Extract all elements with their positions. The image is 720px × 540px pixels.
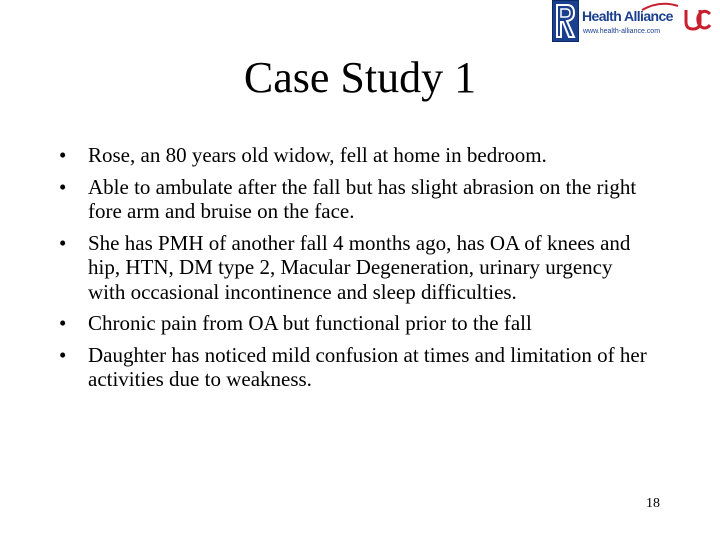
bullet-text: Able to ambulate after the fall but has slight abrasion on the right fore arm and bruise on the face. <box>88 174 637 223</box>
bullet-marker: • <box>59 342 67 367</box>
bullet-text: Rose, an 80 years old widow, fell at home in bedroom. <box>88 143 547 167</box>
uc-logo-icon <box>683 7 713 33</box>
page-number: 18 <box>646 496 660 511</box>
bullet-item <box>55 143 655 168</box>
bullet-item <box>55 175 655 224</box>
health-alliance-logo <box>552 0 720 44</box>
bullet-list <box>55 143 655 399</box>
logo-name: Health Alliance <box>582 8 673 24</box>
bullet-item <box>55 231 655 305</box>
logo-url: www.health-alliance.com <box>583 28 661 35</box>
bullet-text: Chronic pain from OA but functional prior to the fall <box>88 311 532 335</box>
bullet-item <box>55 311 655 336</box>
bullet-marker: • <box>59 143 67 167</box>
slide-title: Case Study 1 <box>243 53 477 102</box>
bullet-item <box>55 343 655 392</box>
health-alliance-r-icon <box>552 0 579 42</box>
bullet-marker: • <box>59 230 67 255</box>
bullet-marker: • <box>59 311 67 335</box>
bullet-marker: • <box>59 174 67 199</box>
bullet-text: Daughter has noticed mild confusion at times and limitation of her activities due to weakness. <box>88 342 647 391</box>
bullet-text: She has PMH of another fall 4 months ago, has OA of knees and hip, HTN, DM type 2, Macular Degeneration, urinary urgency with occasional incontinence and sleep difficulties. <box>88 230 631 304</box>
